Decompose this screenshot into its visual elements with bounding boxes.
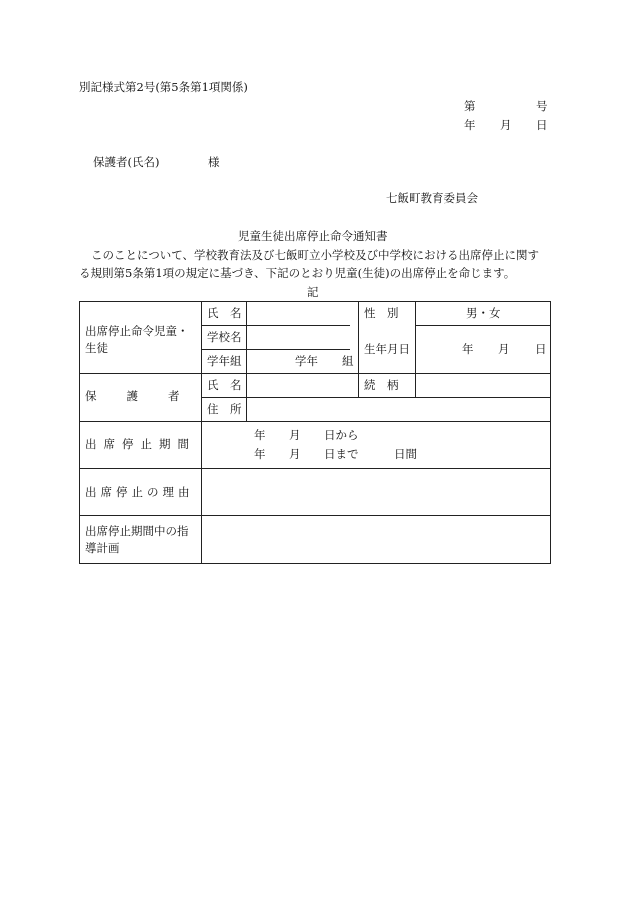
table-rule (201, 325, 350, 326)
table-rule (201, 301, 202, 563)
period-from-day: 日から (324, 428, 359, 442)
table-rule (79, 515, 550, 516)
issuer: 七飯町教育委員会 (386, 191, 478, 205)
table-rule (201, 349, 350, 350)
doc-number-suffix: 号 (536, 99, 548, 113)
table-rule (79, 421, 550, 422)
table-rule (415, 301, 416, 397)
period-from-month: 月 (289, 428, 301, 442)
date-day: 日 (536, 118, 548, 132)
doc-number-prefix: 第 (464, 99, 476, 113)
sex-value: 男・女 (466, 306, 501, 320)
period-to-year: 年 (254, 447, 266, 461)
period-to-day: 日まで (324, 447, 359, 461)
reason-label: 出席停止の理由 (85, 485, 194, 499)
class-unit: 組 (342, 354, 354, 368)
table-rule (358, 301, 359, 397)
body-line-2: る規則第5条第1項の規定に基づき、下記のとおり児童(生徒)の出席停止を命じます。 (79, 266, 516, 280)
guardian-label: 保護者 (85, 389, 210, 403)
addressee-honorific: 様 (208, 155, 220, 169)
birth-date-label: 生年月日 (364, 342, 410, 356)
date-year: 年 (464, 118, 476, 132)
student-name-label: 氏 名 (207, 306, 242, 320)
birth-day: 日 (535, 342, 547, 356)
period-days: 日間 (394, 447, 417, 461)
addressee-label: 保護者(氏名) (93, 155, 160, 169)
ki-label: 記 (307, 285, 319, 299)
relation-label: 続 柄 (364, 378, 399, 392)
form-number: 別記様式第2号(第5条第1項関係) (79, 80, 248, 94)
grade-class-label: 学年組 (207, 354, 242, 368)
school-name-label: 学校名 (207, 330, 242, 344)
table-rule (79, 468, 550, 469)
guardian-name-label: 氏 名 (207, 378, 242, 392)
guidance-plan-label: 出席停止期間中の指導計画 (85, 524, 189, 555)
period-to-month: 月 (289, 447, 301, 461)
table-rule (201, 397, 550, 398)
birth-year: 年 (462, 342, 474, 356)
period-from-year: 年 (254, 428, 266, 442)
table-rule (79, 373, 550, 374)
address-label: 住 所 (207, 402, 242, 416)
sex-label: 性 別 (364, 306, 399, 320)
table-rule (415, 325, 550, 326)
date-month: 月 (500, 118, 512, 132)
grade-unit: 学年 (295, 354, 318, 368)
document-title: 児童生徒出席停止命令通知書 (238, 229, 388, 243)
period-label: 出席停止期間 (85, 437, 196, 451)
table-rule (246, 301, 247, 421)
birth-month: 月 (498, 342, 510, 356)
body-line-1: このことについて、学校教育法及び七飯町立小学校及び中学校における出席停止に関す (91, 248, 540, 262)
student-group-label: 出席停止命令児童・生徒 (85, 324, 189, 355)
